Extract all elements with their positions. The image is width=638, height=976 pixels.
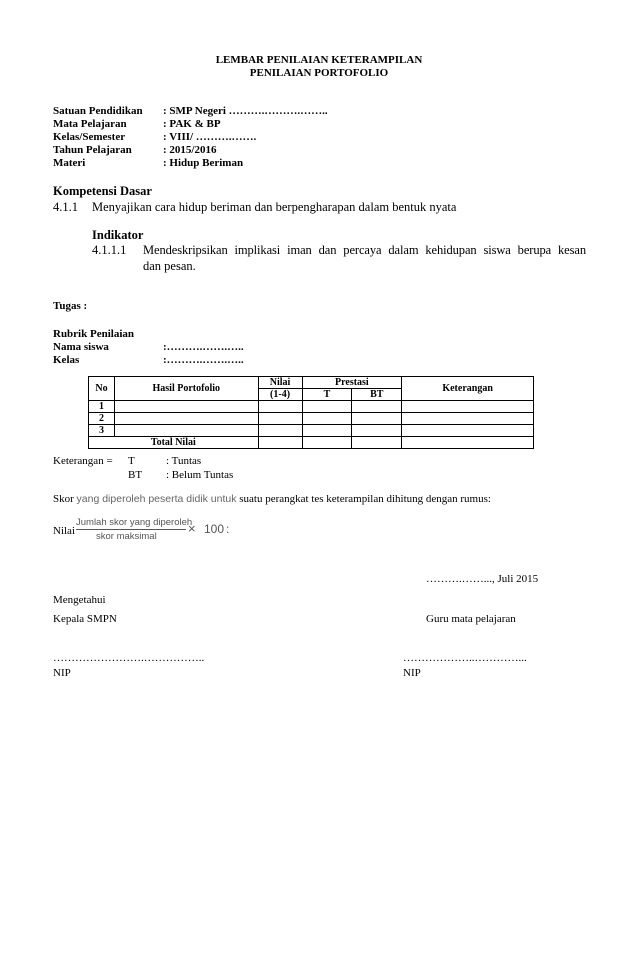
total-nilai-label: Total Nilai (89, 437, 259, 449)
table-header-row (89, 377, 534, 389)
table-cell (352, 437, 402, 449)
kelas-value: :……….…….….. (163, 354, 244, 366)
guru-label: Guru mata pelajaran (426, 613, 516, 625)
skor-text (53, 493, 491, 505)
identity-label-satuan: Satuan Pendidikan (53, 105, 143, 117)
document-title-line1: LEMBAR PENILAIAN KETERAMPILAN (215, 54, 423, 66)
identity-value-tahun: : 2015/2016 (163, 144, 217, 156)
row-number: 2 (89, 413, 115, 425)
score-formula (74, 517, 234, 547)
kepala-label: Kepala SMPN (53, 613, 117, 625)
table-row (89, 425, 534, 437)
skor-middle: yang diperoleh peserta didik untuk (76, 493, 237, 505)
mengetahui-label: Mengetahui (53, 594, 106, 606)
formula-denominator: skor maksimal (96, 531, 157, 542)
kelas-label: Kelas (53, 354, 80, 366)
fraction-line (76, 529, 186, 530)
kompetensi-text: Menyajikan cara hidup beriman dan berpengharapan dalam bentuk nyata (92, 200, 457, 214)
signature-line-right: ………………..…………... (403, 652, 527, 664)
document-title-line2: PENILAIAN PORTOFOLIO (249, 67, 389, 79)
signature-line-left: …………………….…………….. (53, 652, 205, 664)
rubrik-table (88, 376, 534, 449)
skor-suffix: suatu perangkat tes keterampilan dihitung dengan rumus: (239, 493, 491, 505)
table-cell (114, 413, 258, 425)
col-header-bt: BT (352, 389, 402, 401)
identity-label-mapel: Mata Pelajaran (53, 118, 127, 130)
col-header-hasil: Hasil Portofolio (114, 377, 258, 401)
table-row (89, 413, 534, 425)
table-cell (258, 437, 302, 449)
col-header-prestasi: Prestasi (302, 377, 402, 389)
identity-value-satuan: : SMP Negeri ……….……….…….. (163, 105, 328, 117)
formula-colon: : (226, 522, 230, 536)
table-total-row (89, 437, 534, 449)
kompetensi-code: 4.1.1 (53, 200, 78, 214)
nama-siswa-label: Nama siswa (53, 341, 109, 353)
tugas-label: Tugas : (53, 300, 88, 312)
table-cell (302, 413, 352, 425)
identity-label-tahun: Tahun Pelajaran (53, 144, 132, 156)
col-header-t: T (302, 389, 352, 401)
nama-siswa-value: :……….…….….. (163, 341, 244, 353)
indikator-code: 4.1.1.1 (92, 243, 127, 257)
table-cell (352, 425, 402, 437)
table-cell (302, 437, 352, 449)
identity-value-kelas: : VIII/ ……….……. (163, 131, 257, 143)
keterangan-bt-code: BT (128, 469, 143, 481)
col-header-keterangan: Keterangan (402, 377, 534, 401)
table-cell (258, 425, 302, 437)
date-line: ……….……..., Juli 2015 (426, 573, 539, 585)
keterangan-t-desc: : Tuntas (166, 455, 202, 467)
indikator-text-line2: dan pesan. (143, 259, 196, 273)
rubrik-heading: Rubrik Penilaian (53, 328, 134, 340)
table-cell (302, 425, 352, 437)
keterangan-label: Keterangan = (53, 455, 113, 467)
table-cell (402, 437, 534, 449)
skor-prefix: Skor (53, 493, 74, 505)
identity-value-materi: : Hidup Beriman (163, 157, 244, 169)
nilai-label: Nilai (53, 525, 75, 537)
table-row (89, 401, 534, 413)
table-cell (258, 413, 302, 425)
kompetensi-heading: Kompetensi Dasar (53, 184, 152, 198)
row-number: 1 (89, 401, 115, 413)
indikator-heading: Indikator (92, 228, 144, 242)
nip-right: NIP (403, 667, 421, 679)
table-cell (352, 413, 402, 425)
col-header-nilai: Nilai (258, 377, 302, 389)
table-cell (352, 401, 402, 413)
indikator-text-line1: Mendeskripsikan implikasi iman dan percaya dalam kehidupan siswa berupa kesan (143, 243, 586, 257)
table-cell (114, 425, 258, 437)
table-cell (402, 413, 534, 425)
table-cell (402, 425, 534, 437)
col-header-no: No (89, 377, 115, 401)
identity-label-kelas: Kelas/Semester (53, 131, 126, 143)
row-number: 3 (89, 425, 115, 437)
keterangan-bt-desc: : Belum Tuntas (166, 469, 234, 481)
table-cell (114, 401, 258, 413)
table-cell (302, 401, 352, 413)
table-cell (258, 401, 302, 413)
formula-numerator: Jumlah skor yang diperoleh (76, 517, 193, 528)
identity-value-mapel: : PAK & BP (163, 118, 221, 130)
table-cell (402, 401, 534, 413)
keterangan-t-code: T (128, 455, 135, 467)
nip-left: NIP (53, 667, 71, 679)
identity-label-materi: Materi (53, 157, 86, 169)
formula-hundred: 100 (204, 522, 225, 536)
col-header-nilai-range: (1-4) (258, 389, 302, 401)
multiply-sign: × (188, 521, 196, 536)
